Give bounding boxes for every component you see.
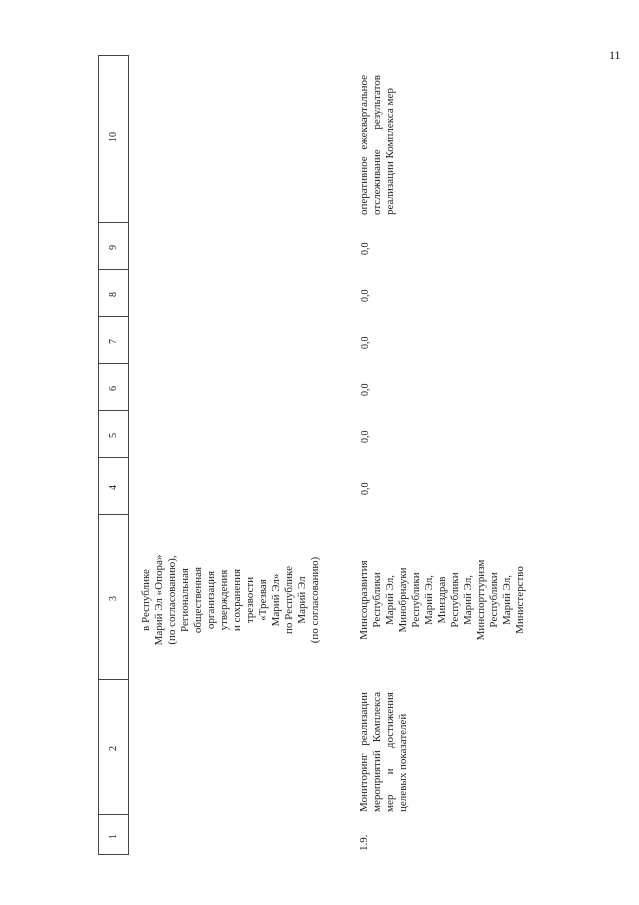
header-col-4: 4 xyxy=(108,485,119,490)
header-bottom-line xyxy=(128,55,129,855)
row-description: Мониторинг реализации мероприятий Комплекса мер и достижения целевых показателей xyxy=(358,692,409,812)
header-separator xyxy=(98,363,128,364)
header-separator xyxy=(98,457,128,458)
header-separator xyxy=(98,316,128,317)
header-separator xyxy=(98,679,128,680)
row-result: оперативное ежеквартальное отслеживание результатов реализации Комплекса мер xyxy=(358,75,396,215)
header-separator xyxy=(98,814,128,815)
header-col-5: 5 xyxy=(108,433,119,438)
value-col-5: 0,0 xyxy=(360,430,371,443)
header-col-10: 10 xyxy=(108,132,119,142)
header-separator xyxy=(98,222,128,223)
header-col-1: 1 xyxy=(108,834,119,839)
header-separator xyxy=(98,514,128,515)
header-col-7: 7 xyxy=(108,339,119,344)
header-separator xyxy=(98,55,128,56)
page-number: 11 xyxy=(609,48,621,62)
row-number: 1.9. xyxy=(358,834,370,851)
value-col-7: 0,0 xyxy=(360,336,371,349)
value-col-8: 0,0 xyxy=(360,289,371,302)
header-col-9: 9 xyxy=(108,245,119,250)
rotated-table xyxy=(98,55,578,855)
value-col-4: 0,0 xyxy=(360,482,371,495)
header-top-line xyxy=(98,55,99,855)
header-col-2: 2 xyxy=(108,746,119,751)
value-col-9: 0,0 xyxy=(360,242,371,255)
prev-row-executors: в Республике Марий Эл «Опора» (по согласованию), Региональная общественная организация утверждения и сохранения трезвости «Трезвая Марий Эл» по Республике Марий Эл (по согласованию) xyxy=(140,554,321,646)
header-separator xyxy=(98,854,128,855)
value-col-6: 0,0 xyxy=(360,383,371,396)
header-col-8: 8 xyxy=(108,292,119,297)
header-separator xyxy=(98,269,128,270)
row-executors: Минсоцразвития Республики Марий Эл, Минобрнауки Республики Марий Эл, Минздрав Республики Марий Эл, Минспорттуризм Республики Марий Эл, Министерство xyxy=(358,559,526,641)
header-col-3: 3 xyxy=(108,596,119,601)
header-separator xyxy=(98,410,128,411)
header-col-6: 6 xyxy=(108,386,119,391)
